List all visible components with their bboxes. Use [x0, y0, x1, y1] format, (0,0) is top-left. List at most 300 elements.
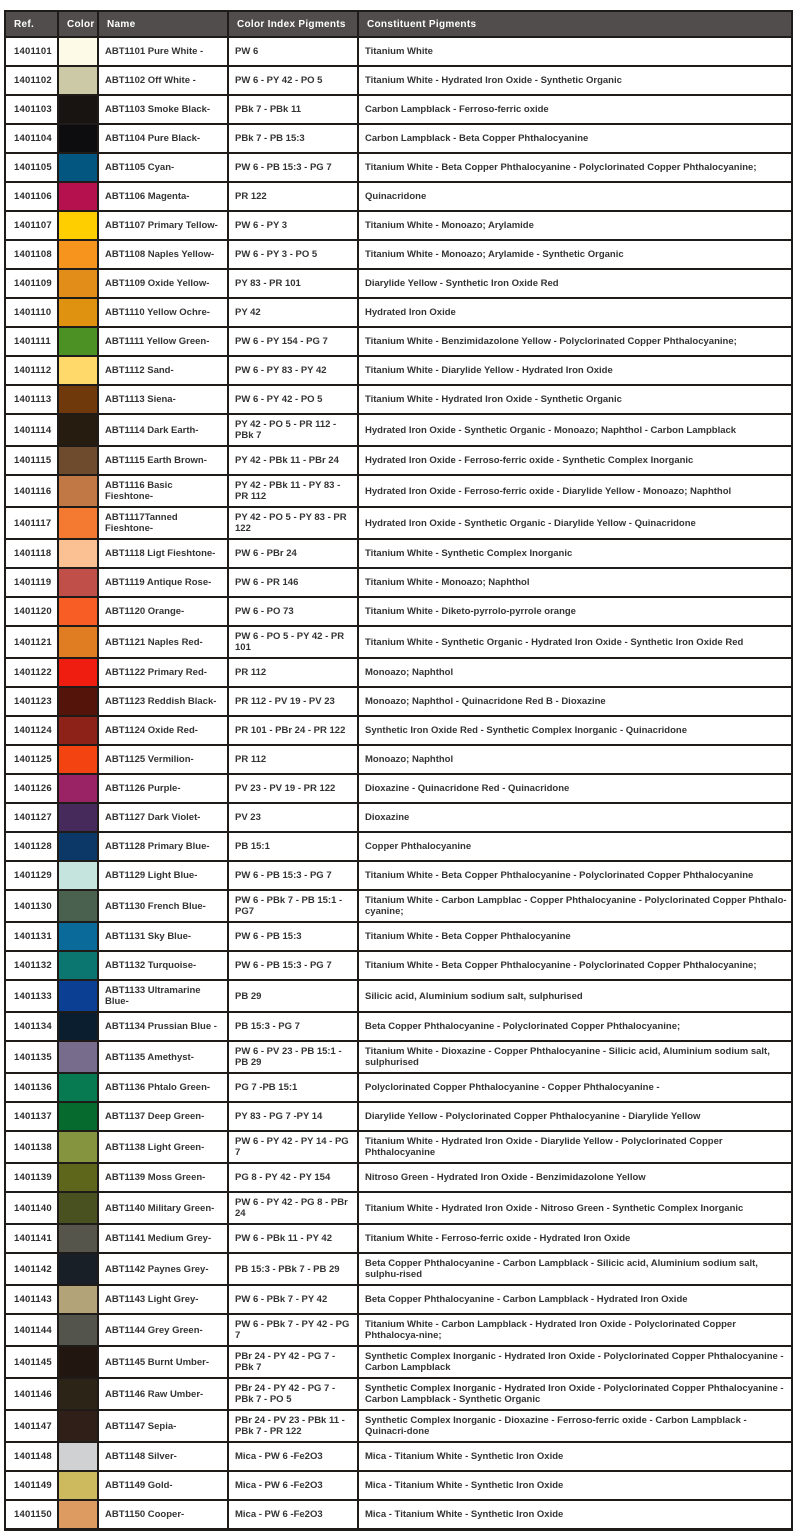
table-row — [5, 1224, 792, 1253]
ci-pigments-cell: Mica - PW 6 -Fe2O3 — [228, 1471, 358, 1500]
name-cell: ABT1112 Sand- — [98, 356, 228, 385]
name-cell: ABT1124 Oxide Red- — [98, 716, 228, 745]
table-row — [5, 1102, 792, 1131]
color-swatch — [58, 1471, 98, 1500]
ci-pigments-cell: PW 6 - PV 23 - PB 15:1 - PB 29 — [228, 1041, 358, 1073]
constituent-cell: Titanium White - Hydrated Iron Oxide - Synthetic Organic — [358, 385, 792, 414]
table-row — [5, 298, 792, 327]
ref-cell: 1401110 — [5, 298, 58, 327]
name-cell: ABT1140 Military Green- — [98, 1192, 228, 1224]
color-swatch — [58, 1410, 98, 1442]
color-swatch — [58, 1163, 98, 1192]
color-swatch — [58, 95, 98, 124]
table-row — [5, 414, 792, 446]
constituent-cell: Titanium White - Carbon Lampblac - Copper Phthalocyanine - Polyclorinated Copper Phthalo-cyanine; — [358, 890, 792, 922]
constituent-cell: Titanium White — [358, 37, 792, 66]
constituent-cell: Diarylide Yellow - Synthetic Iron Oxide Red — [358, 269, 792, 298]
constituent-cell: Mica - Titanium White - Synthetic Iron Oxide — [358, 1471, 792, 1500]
ci-pigments-cell: PY 42 - PO 5 - PR 112 - PBk 7 — [228, 414, 358, 446]
color-swatch — [58, 1253, 98, 1285]
header-color: Color — [58, 11, 98, 37]
ref-cell: 1401107 — [5, 211, 58, 240]
constituent-cell: Nitroso Green - Hydrated Iron Oxide - Benzimidazolone Yellow — [358, 1163, 792, 1192]
name-cell: ABT1111 Yellow Green- — [98, 327, 228, 356]
ci-pigments-cell: PW 6 - PO 5 - PY 42 - PR 101 — [228, 626, 358, 658]
color-swatch — [58, 269, 98, 298]
name-cell: ABT1132 Turquoise- — [98, 951, 228, 980]
color-swatch — [58, 124, 98, 153]
table-row — [5, 1314, 792, 1346]
name-cell: ABT1146 Raw Umber- — [98, 1378, 228, 1410]
name-cell: ABT1134 Prussian Blue - — [98, 1012, 228, 1041]
color-swatch — [58, 922, 98, 951]
color-swatch — [58, 1224, 98, 1253]
table-row — [5, 507, 792, 539]
ci-pigments-cell: PBr 24 - PV 23 - PBk 11 - PBk 7 - PR 122 — [228, 1410, 358, 1442]
ref-cell: 1401129 — [5, 861, 58, 890]
constituent-cell: Dioxazine — [358, 803, 792, 832]
ref-cell: 1401108 — [5, 240, 58, 269]
ref-cell: 1401106 — [5, 182, 58, 211]
color-swatch — [58, 1346, 98, 1378]
constituent-cell: Beta Copper Phthalocyanine - Carbon Lampblack - Silicic acid, Aluminium sodium salt, sulphu-rised — [358, 1253, 792, 1285]
name-cell: ABT1106 Magenta- — [98, 182, 228, 211]
name-cell: ABT1125 Vermilion- — [98, 745, 228, 774]
constituent-cell: Dioxazine - Quinacridone Red - Quinacridone — [358, 774, 792, 803]
table-row — [5, 1471, 792, 1500]
ref-cell: 1401147 — [5, 1410, 58, 1442]
ci-pigments-cell: PW 6 - PY 42 - PG 8 - PBr 24 — [228, 1192, 358, 1224]
ci-pigments-cell: PW 6 - PY 3 - PO 5 — [228, 240, 358, 269]
ref-cell: 1401121 — [5, 626, 58, 658]
ref-cell: 1401125 — [5, 745, 58, 774]
table-row — [5, 626, 792, 658]
ci-pigments-cell: PB 15:3 - PG 7 — [228, 1012, 358, 1041]
color-swatch — [58, 832, 98, 861]
ci-pigments-cell: PR 112 - PV 19 - PV 23 — [228, 687, 358, 716]
name-cell: ABT1123 Reddish Black- — [98, 687, 228, 716]
table-row — [5, 37, 792, 66]
ci-pigments-cell: PW 6 - PR 146 — [228, 568, 358, 597]
color-swatch — [58, 1285, 98, 1314]
ci-pigments-cell: PR 112 — [228, 745, 358, 774]
name-cell: ABT1136 Phtalo Green- — [98, 1073, 228, 1102]
name-cell: ABT1144 Grey Green- — [98, 1314, 228, 1346]
constituent-cell: Copper Phthalocyanine — [358, 832, 792, 861]
pigment-color-chart-table — [4, 10, 793, 1531]
constituent-cell: Titanium White - Synthetic Complex Inorganic — [358, 539, 792, 568]
constituent-cell: Monoazo; Naphthol — [358, 745, 792, 774]
constituent-cell: Titanium White - Benzimidazolone Yellow - Polyclorinated Copper Phthalocyanine; — [358, 327, 792, 356]
color-swatch — [58, 745, 98, 774]
ci-pigments-cell: PW 6 - PY 42 - PO 5 — [228, 385, 358, 414]
constituent-cell: Synthetic Complex Inorganic - Dioxazine - Ferroso-ferric oxide - Carbon Lampblack - Quinacri-done — [358, 1410, 792, 1442]
name-cell: ABT1137 Deep Green- — [98, 1102, 228, 1131]
table-row — [5, 539, 792, 568]
name-cell: ABT1101 Pure White - — [98, 37, 228, 66]
ci-pigments-cell: PW 6 - PO 73 — [228, 597, 358, 626]
ref-cell: 1401112 — [5, 356, 58, 385]
constituent-cell: Titanium White - Monoazo; Arylamide - Synthetic Organic — [358, 240, 792, 269]
name-cell: ABT1139 Moss Green- — [98, 1163, 228, 1192]
name-cell: ABT1114 Dark Earth- — [98, 414, 228, 446]
name-cell: ABT1130 French Blue- — [98, 890, 228, 922]
name-cell: ABT1116 Basic Fieshtone- — [98, 475, 228, 507]
ci-pigments-cell: PW 6 - PBr 24 — [228, 539, 358, 568]
ref-cell: 1401104 — [5, 124, 58, 153]
color-swatch — [58, 66, 98, 95]
ref-cell: 1401122 — [5, 658, 58, 687]
constituent-cell: Hydrated Iron Oxide - Synthetic Organic - Monoazo; Naphthol - Carbon Lampblack — [358, 414, 792, 446]
color-swatch — [58, 211, 98, 240]
constituent-cell: Titanium White - Beta Copper Phthalocyanine — [358, 922, 792, 951]
ref-cell: 1401118 — [5, 539, 58, 568]
ci-pigments-cell: PW 6 - PBk 7 - PB 15:1 - PG7 — [228, 890, 358, 922]
color-swatch — [58, 658, 98, 687]
table-row — [5, 446, 792, 475]
constituent-cell: Diarylide Yellow - Polyclorinated Copper Phthalocyanine - Diarylide Yellow — [358, 1102, 792, 1131]
color-swatch — [58, 298, 98, 327]
table-row — [5, 687, 792, 716]
ref-cell: 1401139 — [5, 1163, 58, 1192]
ci-pigments-cell: PBr 24 - PY 42 - PG 7 - PBk 7 - PO 5 — [228, 1378, 358, 1410]
table-row — [5, 861, 792, 890]
color-swatch — [58, 240, 98, 269]
constituent-cell: Titanium White - Hydrated Iron Oxide - Nitroso Green - Synthetic Complex Inorganic — [358, 1192, 792, 1224]
constituent-cell: Carbon Lampblack - Ferroso-ferric oxide — [358, 95, 792, 124]
name-cell: ABT1110 Yellow Ochre- — [98, 298, 228, 327]
table-row — [5, 327, 792, 356]
color-swatch — [58, 153, 98, 182]
ref-cell: 1401101 — [5, 37, 58, 66]
ref-cell: 1401130 — [5, 890, 58, 922]
name-cell: ABT1115 Earth Brown- — [98, 446, 228, 475]
ref-cell: 1401145 — [5, 1346, 58, 1378]
ref-cell: 1401124 — [5, 716, 58, 745]
ci-pigments-cell: PY 42 - PBk 11 - PY 83 - PR 112 — [228, 475, 358, 507]
name-cell: ABT1128 Primary Blue- — [98, 832, 228, 861]
constituent-cell: Titanium White - Diarylide Yellow - Hydrated Iron Oxide — [358, 356, 792, 385]
table-row — [5, 1192, 792, 1224]
name-cell: ABT1108 Naples Yellow- — [98, 240, 228, 269]
ci-pigments-cell: PR 122 — [228, 182, 358, 211]
table-row — [5, 475, 792, 507]
constituent-cell: Titanium White - Synthetic Organic - Hydrated Iron Oxide - Synthetic Iron Oxide Red — [358, 626, 792, 658]
constituent-cell: Titanium White - Hydrated Iron Oxide - Diarylide Yellow - Polyclorinated Copper Phthalocyanine — [358, 1131, 792, 1163]
table-row — [5, 568, 792, 597]
constituent-cell: Synthetic Complex Inorganic - Hydrated Iron Oxide - Polyclorinated Copper Phthalocyanine - Carbon Lampblack - Synthetic Organic — [358, 1378, 792, 1410]
name-cell: ABT1107 Primary Tellow- — [98, 211, 228, 240]
ci-pigments-cell: PW 6 - PY 42 - PO 5 — [228, 66, 358, 95]
ref-cell: 1401119 — [5, 568, 58, 597]
ci-pigments-cell: PV 23 - PV 19 - PR 122 — [228, 774, 358, 803]
ref-cell: 1401126 — [5, 774, 58, 803]
header-name: Name — [98, 11, 228, 37]
color-swatch — [58, 182, 98, 211]
ref-cell: 1401143 — [5, 1285, 58, 1314]
name-cell: ABT1147 Sepia- — [98, 1410, 228, 1442]
color-swatch — [58, 1131, 98, 1163]
color-swatch — [58, 1192, 98, 1224]
color-swatch — [58, 597, 98, 626]
color-swatch — [58, 1314, 98, 1346]
ci-pigments-cell: PW 6 — [228, 37, 358, 66]
constituent-cell: Monoazo; Naphthol — [358, 658, 792, 687]
table-row — [5, 1285, 792, 1314]
ref-cell: 1401128 — [5, 832, 58, 861]
name-cell: ABT1122 Primary Red- — [98, 658, 228, 687]
color-swatch — [58, 861, 98, 890]
ci-pigments-cell: Mica - PW 6 -Fe2O3 — [228, 1442, 358, 1471]
ci-pigments-cell: Mica - PW 6 -Fe2O3 — [228, 1500, 358, 1530]
ci-pigments-cell: PBr 24 - PY 42 - PG 7 - PBk 7 — [228, 1346, 358, 1378]
table-row — [5, 124, 792, 153]
table-row — [5, 66, 792, 95]
color-swatch — [58, 414, 98, 446]
ci-pigments-cell: PB 29 — [228, 980, 358, 1012]
color-swatch — [58, 446, 98, 475]
name-cell: ABT1127 Dark Violet- — [98, 803, 228, 832]
color-swatch — [58, 385, 98, 414]
color-swatch — [58, 716, 98, 745]
table-row — [5, 269, 792, 298]
constituent-cell: Titanium White - Beta Copper Phthalocyanine - Polyclorinated Copper Phthalocyanine; — [358, 153, 792, 182]
constituent-cell: Synthetic Iron Oxide Red - Synthetic Complex Inorganic - Quinacridone — [358, 716, 792, 745]
constituent-cell: Hydrated Iron Oxide - Ferroso-ferric oxide - Synthetic Complex Inorganic — [358, 446, 792, 475]
color-swatch — [58, 951, 98, 980]
ci-pigments-cell: PW 6 - PBk 7 - PY 42 — [228, 1285, 358, 1314]
ref-cell: 1401123 — [5, 687, 58, 716]
table-row — [5, 211, 792, 240]
ci-pigments-cell: PW 6 - PB 15:3 - PG 7 — [228, 861, 358, 890]
table-row — [5, 745, 792, 774]
table-row — [5, 182, 792, 211]
table-row — [5, 1041, 792, 1073]
color-swatch — [58, 1378, 98, 1410]
table-row — [5, 716, 792, 745]
color-swatch — [58, 1012, 98, 1041]
table-row — [5, 803, 792, 832]
ref-cell: 1401136 — [5, 1073, 58, 1102]
ref-cell: 1401133 — [5, 980, 58, 1012]
constituent-cell: Titanium White - Monoazo; Naphthol — [358, 568, 792, 597]
table-row — [5, 658, 792, 687]
constituent-cell: Mica - Titanium White - Synthetic Iron Oxide — [358, 1500, 792, 1530]
name-cell: ABT1135 Amethyst- — [98, 1041, 228, 1073]
ref-cell: 1401120 — [5, 597, 58, 626]
name-cell: ABT1141 Medium Grey- — [98, 1224, 228, 1253]
constituent-cell: Hydrated Iron Oxide - Synthetic Organic - Diarylide Yellow - Quinacridone — [358, 507, 792, 539]
ref-cell: 1401105 — [5, 153, 58, 182]
ci-pigments-cell: PG 8 - PY 42 - PY 154 — [228, 1163, 358, 1192]
table-row — [5, 1500, 792, 1530]
constituent-cell: Titanium White - Beta Copper Phthalocyanine - Polyclorinated Copper Phthalocyanine — [358, 861, 792, 890]
ref-cell: 1401142 — [5, 1253, 58, 1285]
ci-pigments-cell: PW 6 - PB 15:3 - PG 7 — [228, 153, 358, 182]
ref-cell: 1401113 — [5, 385, 58, 414]
constituent-cell: Titanium White - Carbon Lampblack - Hydrated Iron Oxide - Polyclorinated Copper Phthalocya-nine; — [358, 1314, 792, 1346]
ref-cell: 1401117 — [5, 507, 58, 539]
color-swatch — [58, 687, 98, 716]
ref-cell: 1401141 — [5, 1224, 58, 1253]
name-cell: ABT1109 Oxide Yellow- — [98, 269, 228, 298]
name-cell: ABT1104 Pure Black- — [98, 124, 228, 153]
ci-pigments-cell: PW 6 - PY 154 - PG 7 — [228, 327, 358, 356]
color-swatch — [58, 327, 98, 356]
name-cell: ABT1150 Cooper- — [98, 1500, 228, 1530]
name-cell: ABT1133 Ultramarine Blue- — [98, 980, 228, 1012]
ci-pigments-cell: PW 6 - PBk 11 - PY 42 — [228, 1224, 358, 1253]
ci-pigments-cell: PG 7 -PB 15:1 — [228, 1073, 358, 1102]
name-cell: ABT1105 Cyan- — [98, 153, 228, 182]
color-swatch — [58, 626, 98, 658]
ci-pigments-cell: PW 6 - PB 15:3 — [228, 922, 358, 951]
table-row — [5, 951, 792, 980]
constituent-cell: Silicic acid, Aluminium sodium salt, sulphurised — [358, 980, 792, 1012]
color-swatch — [58, 539, 98, 568]
color-swatch — [58, 1041, 98, 1073]
ref-cell: 1401102 — [5, 66, 58, 95]
ref-cell: 1401138 — [5, 1131, 58, 1163]
ci-pigments-cell: PW 6 - PY 42 - PY 14 - PG 7 — [228, 1131, 358, 1163]
constituent-cell: Beta Copper Phthalocyanine - Carbon Lampblack - Hydrated Iron Oxide — [358, 1285, 792, 1314]
table-row — [5, 1378, 792, 1410]
ci-pigments-cell: PY 83 - PG 7 -PY 14 — [228, 1102, 358, 1131]
ref-cell: 1401146 — [5, 1378, 58, 1410]
table-row — [5, 890, 792, 922]
table-row — [5, 832, 792, 861]
ref-cell: 1401131 — [5, 922, 58, 951]
ref-cell: 1401132 — [5, 951, 58, 980]
table-row — [5, 1131, 792, 1163]
constituent-cell: Quinacridone — [358, 182, 792, 211]
constituent-cell: Hydrated Iron Oxide — [358, 298, 792, 327]
table-row — [5, 774, 792, 803]
ref-cell: 1401103 — [5, 95, 58, 124]
table-row — [5, 1253, 792, 1285]
ci-pigments-cell: PW 6 - PBk 7 - PY 42 - PG 7 — [228, 1314, 358, 1346]
ci-pigments-cell: PBk 7 - PB 15:3 — [228, 124, 358, 153]
color-swatch — [58, 890, 98, 922]
ci-pigments-cell: PV 23 — [228, 803, 358, 832]
table-row — [5, 240, 792, 269]
table-row — [5, 980, 792, 1012]
ref-cell: 1401109 — [5, 269, 58, 298]
name-cell: ABT1143 Light Grey- — [98, 1285, 228, 1314]
name-cell: ABT1138 Light Green- — [98, 1131, 228, 1163]
table-row — [5, 385, 792, 414]
ci-pigments-cell: PBk 7 - PBk 11 — [228, 95, 358, 124]
color-swatch — [58, 475, 98, 507]
name-cell: ABT1103 Smoke Black- — [98, 95, 228, 124]
ci-pigments-cell: PW 6 - PY 83 - PY 42 — [228, 356, 358, 385]
constituent-cell: Titanium White - Monoazo; Arylamide — [358, 211, 792, 240]
constituent-cell: Mica - Titanium White - Synthetic Iron Oxide — [358, 1442, 792, 1471]
constituent-cell: Polyclorinated Copper Phthalocyanine - Copper Phthalocyanine - — [358, 1073, 792, 1102]
table-row — [5, 1163, 792, 1192]
ci-pigments-cell: PW 6 - PB 15:3 - PG 7 — [228, 951, 358, 980]
table-row — [5, 153, 792, 182]
header-ref: Ref. — [5, 11, 58, 37]
name-cell: ABT1149 Gold- — [98, 1471, 228, 1500]
pigment-table-body — [5, 37, 792, 1530]
name-cell: ABT1145 Burnt Umber- — [98, 1346, 228, 1378]
name-cell: ABT1148 Silver- — [98, 1442, 228, 1471]
constituent-cell: Synthetic Complex Inorganic - Hydrated Iron Oxide - Polyclorinated Copper Phthalocyanine - Carbon Lampblack — [358, 1346, 792, 1378]
color-swatch — [58, 1073, 98, 1102]
table-row — [5, 1012, 792, 1041]
ref-cell: 1401144 — [5, 1314, 58, 1346]
color-swatch — [58, 568, 98, 597]
ref-cell: 1401148 — [5, 1442, 58, 1471]
table-row — [5, 1073, 792, 1102]
ci-pigments-cell: PY 42 - PBk 11 - PBr 24 — [228, 446, 358, 475]
name-cell: ABT1120 Orange- — [98, 597, 228, 626]
name-cell: ABT1117Tanned Fieshtone- — [98, 507, 228, 539]
color-swatch — [58, 803, 98, 832]
name-cell: ABT1113 Siena- — [98, 385, 228, 414]
color-swatch — [58, 37, 98, 66]
table-row — [5, 356, 792, 385]
table-row — [5, 1410, 792, 1442]
ref-cell: 1401135 — [5, 1041, 58, 1073]
constituent-cell: Titanium White - Beta Copper Phthalocyanine - Polyclorinated Copper Phthalocyanine; — [358, 951, 792, 980]
constituent-cell: Carbon Lampblack - Beta Copper Phthalocyanine — [358, 124, 792, 153]
color-swatch — [58, 980, 98, 1012]
table-row — [5, 1442, 792, 1471]
table-row — [5, 1346, 792, 1378]
constituent-cell: Titanium White - Dioxazine - Copper Phthalocyanine - Silicic acid, Aluminium sodium salt, sulphurised — [358, 1041, 792, 1073]
name-cell: ABT1129 Light Blue- — [98, 861, 228, 890]
name-cell: ABT1119 Antique Rose- — [98, 568, 228, 597]
ref-cell: 1401127 — [5, 803, 58, 832]
ci-pigments-cell: PR 101 - PBr 24 - PR 122 — [228, 716, 358, 745]
table-header-row — [5, 11, 792, 37]
constituent-cell: Titanium White - Diketo-pyrrolo-pyrrole orange — [358, 597, 792, 626]
color-swatch — [58, 507, 98, 539]
name-cell: ABT1142 Paynes Grey- — [98, 1253, 228, 1285]
ref-cell: 1401150 — [5, 1500, 58, 1530]
color-swatch — [58, 356, 98, 385]
name-cell: ABT1131 Sky Blue- — [98, 922, 228, 951]
table-row — [5, 922, 792, 951]
ref-cell: 1401111 — [5, 327, 58, 356]
table-row — [5, 95, 792, 124]
ci-pigments-cell: PY 83 - PR 101 — [228, 269, 358, 298]
ref-cell: 1401115 — [5, 446, 58, 475]
ref-cell: 1401116 — [5, 475, 58, 507]
color-swatch — [58, 1442, 98, 1471]
constituent-cell: Hydrated Iron Oxide - Ferroso-ferric oxide - Diarylide Yellow - Monoazo; Naphthol — [358, 475, 792, 507]
color-swatch — [58, 774, 98, 803]
table-row — [5, 597, 792, 626]
ci-pigments-cell: PB 15:1 — [228, 832, 358, 861]
header-color-index-pigments: Color Index Pigments — [228, 11, 358, 37]
ref-cell: 1401149 — [5, 1471, 58, 1500]
color-swatch — [58, 1102, 98, 1131]
ci-pigments-cell: PY 42 - PO 5 - PY 83 - PR 122 — [228, 507, 358, 539]
ref-cell: 1401140 — [5, 1192, 58, 1224]
constituent-cell: Beta Copper Phthalocyanine - Polyclorinated Copper Phthalocyanine; — [358, 1012, 792, 1041]
name-cell: ABT1102 Off White - — [98, 66, 228, 95]
constituent-cell: Titanium White - Hydrated Iron Oxide - Synthetic Organic — [358, 66, 792, 95]
ci-pigments-cell: PW 6 - PY 3 — [228, 211, 358, 240]
ci-pigments-cell: PY 42 — [228, 298, 358, 327]
name-cell: ABT1118 Ligt Fieshtone- — [98, 539, 228, 568]
ref-cell: 1401134 — [5, 1012, 58, 1041]
constituent-cell: Titanium White - Ferroso-ferric oxide - Hydrated Iron Oxide — [358, 1224, 792, 1253]
color-swatch — [58, 1500, 98, 1530]
